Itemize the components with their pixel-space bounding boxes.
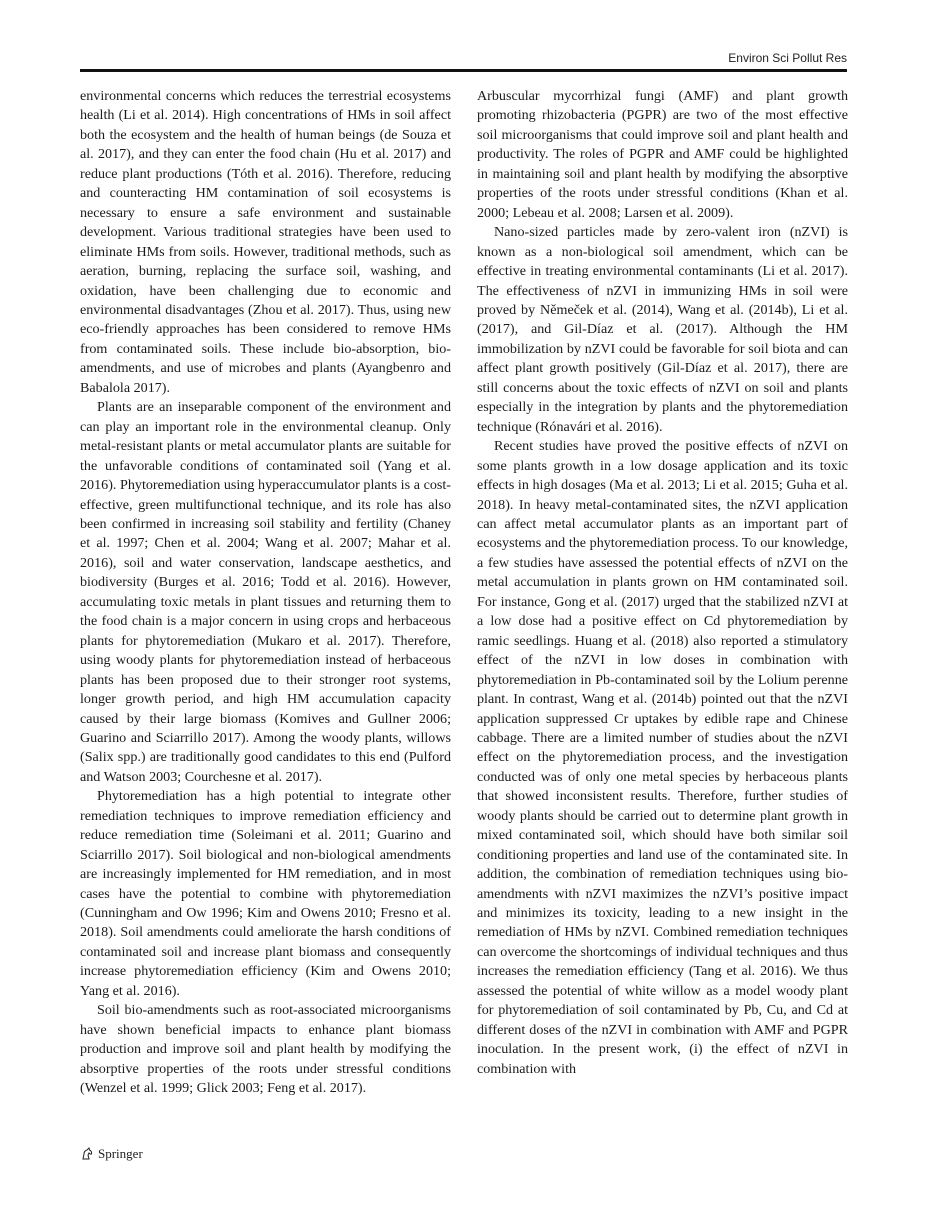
- publisher-name: Springer: [98, 1146, 143, 1161]
- paragraph: environmental concerns which reduces the terrestrial ecosystems health (Li et al. 2014). High concentrations of HMs in soil affect both the ecosystem and the health of human beings (de Souza et al. 2017), and they can enter the food chain (Hu et al. 2017) and reduce plant productions (Tóth et al. 2016). Therefore, reducing and counteracting HM contamination of soil ecosystems is necessary to ensure a safe environment and sustainable development. Various traditional strategies have been used to eliminate HMs from soils. However, traditional methods, such as aeration, burning, replacing the surface soil, washing, and oxidation, have been challenging due to economic and environmental disadvantages (Zhou et al. 2017). Thus, using new eco-friendly approaches has been considered to remove HMs from contaminated soils. These include bio-absorption, bio-amendments, and use of microbes and plants (Ayangbenro and Babalola 2017).: [80, 88, 451, 396]
- footer: [80, 1146, 143, 1162]
- paragraph: Arbuscular mycorrhizal fungi (AMF) and plant growth promoting rhizobacteria (PGPR) are two of the most effective soil microorganisms that could improve soil and plant health and productivity. The roles of PGPR and AMF could be highlighted in maintaining soil and plant health by modifying the absorptive properties of the roots under stressful conditions (Khan et al. 2000; Lebeau et al. 2008; Larsen et al. 2009).: [477, 88, 848, 221]
- springer-horse-icon: [80, 1147, 94, 1161]
- paragraph: Recent studies have proved the positive effects of nZVI on some plants growth in a low dosage application and its toxic effects in high dosages (Ma et al. 2013; Li et al. 2015; Guha et al. 2018). In heavy metal-contaminated sites, the nZVI application can affect metal accumulator plants as an important part of ecosystems and the phytoremediation process. To our knowledge, a few studies have assessed the potential effects of nZVI on the metal accumulation in plants grown on HM contaminated soil. For instance, Gong et al. (2017) urged that the stabilized nZVI at a low dose had a positive effect on Cd phytoremediation by ramic seedlings. Huang et al. (2018) also reported a stimulatory effect of the nZVI in low doses in combination with phytoremediation in Pb-contaminated soil by the Lolium perenne plant. In contrast, Wang et al. (2014b) pointed out that the nZVI application suppressed Cr uptakes by edible rape and Chinese cabbage. There are a limited number of studies about the nZVI effect on the phytoremediation process, and the investigation conducted was of only one metal species by herbaceous plants that showed inconsistent results. Therefore, further studies of woody plants should be carried out to determine plant growth in mixed contaminated soil, which should have both similar soil conditioning properties and land use of the contaminated site. In addition, the combination of remediation techniques using bio-amendments with nZVI maximizes the nZVI’s positive impact and minimizes its toxicity, leading to a new insight in the remediation of HMs by nZVI. Combined remediation techniques can overcome the shortcomings of individual techniques and thus increases the remediation efficiency (Tang et al. 2016). We thus assessed the potential of white willow as a model woody plant for phytoremediation of soil contaminated by Pb, Cu, and Cd at different doses of the nZVI in combination with AMF and PGPR inoculation. In the present work, (i) the effect of nZVI in combination with: [477, 438, 848, 1077]
- right-column: [477, 87, 848, 1079]
- paragraph: Phytoremediation has a high potential to integrate other remediation techniques to improve remediation efficiency and reduce remediation time (Soleimani et al. 2011; Guarino and Sciarrillo 2017). Soil biological and non-biological amendments are increasingly implemented for HM remediation, and in most cases have the potential to combine with phytoremediation (Cunningham and Ow 1996; Kim and Owens 2010; Fresno et al. 2018). Soil amendments could ameliorate the harsh conditions of contaminated soil and increase plant biomass and consequently increase phytoremediation efficiency (Kim and Owens 2010; Yang et al. 2016).: [80, 788, 451, 999]
- header-rule: [80, 69, 847, 72]
- left-column: [80, 87, 451, 1099]
- paragraph: Soil bio-amendments such as root-associated microorganisms have shown beneficial impacts to enhance plant biomass production and improve soil and plant health by modifying the absorptive properties of the roots under stressful conditions (Wenzel et al. 1999; Glick 2003; Feng et al. 2017).: [80, 1002, 451, 1097]
- paragraph: Nano-sized particles made by zero-valent iron (nZVI) is known as a non-biological soil amendment, which can be effective in treating environmental contaminants (Li et al. 2017). The effectiveness of nZVI in immunizing HMs in soil were proved by Němeček et al. (2014), Wang et al. (2014b), Li et al. (2017), and Gil-Díaz et al. (2017). Although the HM immobilization by nZVI could be favorable for soil biota and can affect plant growth positively (Gil-Díaz et al. 2017), there are still concerns about the toxic effects of nZVI on soil and plants especially in the integration by plants and the phytoremediation technique (Rónavári et al. 2016).: [477, 224, 848, 435]
- journal-title: Environ Sci Pollut Res: [728, 51, 847, 65]
- paragraph: Plants are an inseparable component of the environment and can play an important role in the environmental cleanup. Only metal-resistant plants or metal accumulator plants are suitable for the unfavorable conditions of contaminated soil (Yang et al. 2016). Phytoremediation using hyperaccumulator plants is a cost-effective, green multifunctional technique, and its role has also been confirmed in increasing soil stability and fertility (Chaney et al. 1997; Chen et al. 2004; Wang et al. 2007; Mahar et al. 2016), soil and water conservation, landscape aesthetics, and biodiversity (Burges et al. 2016; Todd et al. 2016). However, accumulating toxic metals in plant tissues and returning them to the food chain is a major concern in using crops and herbaceous plants for phytoremediation (Mukaro et al. 2017). Therefore, using woody plants for phytoremediation instead of herbaceous plants has been proposed due to their stronger root systems, longer growth period, and high HM accumulation capacity caused by their large biomass (Komives and Gullner 2006; Guarino and Sciarrillo 2017). Among the woody plants, willows (Salix spp.) are traditionally good candidates to this end (Pulford and Watson 2003; Courchesne et al. 2017).: [80, 399, 451, 785]
